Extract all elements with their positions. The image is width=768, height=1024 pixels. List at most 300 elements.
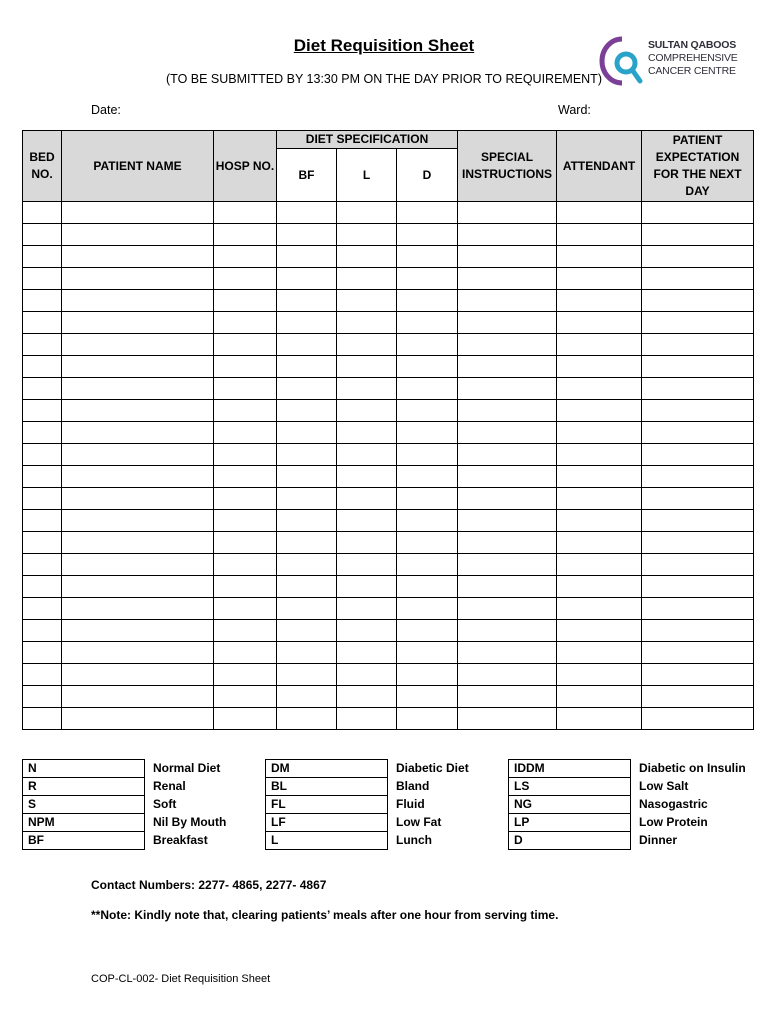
table-cell[interactable] bbox=[277, 686, 337, 708]
table-cell[interactable] bbox=[337, 466, 397, 488]
sqccc-logo-mark-icon bbox=[596, 33, 646, 89]
legend-row bbox=[23, 832, 227, 850]
table-cell[interactable] bbox=[557, 378, 642, 400]
table-cell[interactable] bbox=[23, 334, 62, 356]
table-cell[interactable] bbox=[277, 642, 337, 664]
table-cell[interactable] bbox=[214, 312, 277, 334]
table-cell[interactable] bbox=[214, 488, 277, 510]
table-cell[interactable] bbox=[214, 554, 277, 576]
table-cell[interactable] bbox=[23, 422, 62, 444]
legend-row bbox=[266, 832, 470, 850]
table-cell[interactable] bbox=[214, 224, 277, 246]
legend-code: D bbox=[509, 832, 631, 850]
table-cell[interactable] bbox=[62, 664, 214, 686]
table-cell[interactable] bbox=[62, 422, 214, 444]
logo-line-2: COMPREHENSIVE bbox=[648, 52, 738, 64]
table-cell[interactable] bbox=[277, 246, 337, 268]
table-cell[interactable] bbox=[337, 444, 397, 466]
table-cell[interactable] bbox=[397, 642, 458, 664]
document-code-footer: COP-CL-002- Diet Requisition Sheet bbox=[91, 973, 271, 985]
legend-row bbox=[509, 796, 747, 814]
table-cell[interactable] bbox=[214, 356, 277, 378]
table-cell[interactable] bbox=[642, 290, 754, 312]
legend-table-1 bbox=[22, 759, 227, 850]
table-row bbox=[23, 246, 754, 268]
table-cell[interactable] bbox=[62, 620, 214, 642]
legend-meaning: Nasogastric bbox=[639, 797, 708, 811]
col-hosp-no: HOSP NO. bbox=[214, 131, 277, 202]
legend-code: LS bbox=[509, 778, 631, 796]
table-cell[interactable] bbox=[337, 224, 397, 246]
table-row bbox=[23, 400, 754, 422]
table-cell[interactable] bbox=[214, 466, 277, 488]
table-cell[interactable] bbox=[458, 224, 557, 246]
legend-row bbox=[509, 778, 747, 796]
table-cell[interactable] bbox=[214, 268, 277, 290]
table-cell[interactable] bbox=[458, 642, 557, 664]
table-cell[interactable] bbox=[277, 224, 337, 246]
col-bf: BF bbox=[277, 149, 337, 202]
table-cell[interactable] bbox=[397, 466, 458, 488]
table-cell[interactable] bbox=[277, 598, 337, 620]
table-cell[interactable] bbox=[397, 268, 458, 290]
table-row bbox=[23, 224, 754, 246]
table-cell[interactable] bbox=[642, 642, 754, 664]
table-cell[interactable] bbox=[458, 400, 557, 422]
table-cell[interactable] bbox=[458, 356, 557, 378]
legend-code: N bbox=[23, 760, 145, 778]
table-cell[interactable] bbox=[557, 510, 642, 532]
ward-label: Ward: bbox=[558, 103, 591, 117]
table-cell[interactable] bbox=[23, 466, 62, 488]
contact-numbers: Contact Numbers: 2277- 4865, 2277- 4867 bbox=[91, 878, 327, 892]
table-cell[interactable] bbox=[337, 598, 397, 620]
table-cell[interactable] bbox=[458, 598, 557, 620]
table-cell[interactable] bbox=[62, 532, 214, 554]
table-cell[interactable] bbox=[214, 642, 277, 664]
table-cell[interactable] bbox=[23, 246, 62, 268]
table-cell[interactable] bbox=[458, 510, 557, 532]
table-cell[interactable] bbox=[397, 488, 458, 510]
table-row bbox=[23, 378, 754, 400]
table-cell[interactable] bbox=[642, 268, 754, 290]
table-cell[interactable] bbox=[23, 620, 62, 642]
table-row bbox=[23, 444, 754, 466]
legend-row bbox=[266, 814, 470, 832]
table-cell[interactable] bbox=[337, 334, 397, 356]
table-cell[interactable] bbox=[214, 334, 277, 356]
table-cell[interactable] bbox=[557, 400, 642, 422]
legend-code: LF bbox=[266, 814, 388, 832]
table-cell[interactable] bbox=[397, 400, 458, 422]
table-cell[interactable] bbox=[642, 664, 754, 686]
legend-meaning: Normal Diet bbox=[153, 761, 221, 775]
table-cell[interactable] bbox=[337, 664, 397, 686]
table-cell[interactable] bbox=[23, 554, 62, 576]
table-cell[interactable] bbox=[458, 312, 557, 334]
table-cell[interactable] bbox=[23, 664, 62, 686]
table-cell[interactable] bbox=[642, 576, 754, 598]
table-cell[interactable] bbox=[277, 268, 337, 290]
table-cell[interactable] bbox=[557, 532, 642, 554]
table-cell[interactable] bbox=[23, 444, 62, 466]
table-cell[interactable] bbox=[458, 532, 557, 554]
table-cell[interactable] bbox=[62, 510, 214, 532]
table-row bbox=[23, 466, 754, 488]
table-cell[interactable] bbox=[397, 356, 458, 378]
table-cell[interactable] bbox=[557, 466, 642, 488]
table-cell[interactable] bbox=[277, 576, 337, 598]
table-cell[interactable] bbox=[62, 356, 214, 378]
table-cell[interactable] bbox=[214, 290, 277, 312]
table-row bbox=[23, 268, 754, 290]
submission-deadline-note: (TO BE SUBMITTED BY 13:30 PM ON THE DAY PRIOR TO REQUIREMENT) bbox=[166, 72, 602, 86]
table-cell[interactable] bbox=[62, 488, 214, 510]
table-cell[interactable] bbox=[458, 708, 557, 730]
table-cell[interactable] bbox=[557, 598, 642, 620]
legend-meaning: Soft bbox=[153, 797, 177, 811]
table-cell[interactable] bbox=[458, 246, 557, 268]
col-d: D bbox=[397, 149, 458, 202]
table-cell[interactable] bbox=[277, 488, 337, 510]
table-cell[interactable] bbox=[214, 400, 277, 422]
table-cell[interactable] bbox=[337, 356, 397, 378]
table-cell[interactable] bbox=[62, 554, 214, 576]
table-cell[interactable] bbox=[458, 378, 557, 400]
table-cell[interactable] bbox=[557, 686, 642, 708]
table-cell[interactable] bbox=[214, 444, 277, 466]
table-cell[interactable] bbox=[642, 686, 754, 708]
table-cell[interactable] bbox=[62, 708, 214, 730]
legend-meaning: Fluid bbox=[396, 797, 425, 811]
legend-meaning: Breakfast bbox=[153, 833, 208, 847]
legend-row bbox=[23, 814, 227, 832]
table-cell[interactable] bbox=[337, 400, 397, 422]
table-cell[interactable] bbox=[277, 664, 337, 686]
table-cell[interactable] bbox=[557, 708, 642, 730]
table-cell[interactable] bbox=[458, 422, 557, 444]
table-cell[interactable] bbox=[397, 378, 458, 400]
legend-code: LP bbox=[509, 814, 631, 832]
col-patient-name: PATIENT NAME bbox=[62, 131, 214, 202]
table-cell[interactable] bbox=[557, 334, 642, 356]
table-row bbox=[23, 422, 754, 444]
table-cell[interactable] bbox=[23, 312, 62, 334]
table-cell[interactable] bbox=[397, 532, 458, 554]
table-cell[interactable] bbox=[214, 708, 277, 730]
table-cell[interactable] bbox=[214, 598, 277, 620]
legend-row bbox=[266, 778, 470, 796]
table-cell[interactable] bbox=[397, 576, 458, 598]
table-cell[interactable] bbox=[642, 510, 754, 532]
col-bed-no: BED NO. bbox=[23, 131, 62, 202]
col-attendant: ATTENDANT bbox=[557, 131, 642, 202]
table-cell[interactable] bbox=[62, 444, 214, 466]
table-cell[interactable] bbox=[642, 598, 754, 620]
col-diet-specification: DIET SPECIFICATION bbox=[277, 131, 458, 149]
table-cell[interactable] bbox=[458, 488, 557, 510]
table-cell[interactable] bbox=[337, 488, 397, 510]
legend-row bbox=[266, 796, 470, 814]
legend-row bbox=[266, 760, 470, 778]
table-cell[interactable] bbox=[557, 576, 642, 598]
table-cell[interactable] bbox=[277, 334, 337, 356]
table-row bbox=[23, 488, 754, 510]
table-cell[interactable] bbox=[397, 422, 458, 444]
legend-code: BF bbox=[23, 832, 145, 850]
table-cell[interactable] bbox=[62, 598, 214, 620]
table-cell[interactable] bbox=[277, 290, 337, 312]
table-row bbox=[23, 202, 754, 224]
table-cell[interactable] bbox=[23, 576, 62, 598]
table-cell[interactable] bbox=[62, 334, 214, 356]
legend-meaning: Diabetic Diet bbox=[396, 761, 469, 775]
table-row bbox=[23, 686, 754, 708]
legend-table-2 bbox=[265, 759, 470, 850]
logo-wordmark bbox=[648, 39, 738, 78]
table-cell[interactable] bbox=[214, 378, 277, 400]
table-cell[interactable] bbox=[214, 202, 277, 224]
table-cell[interactable] bbox=[62, 202, 214, 224]
table-cell[interactable] bbox=[337, 576, 397, 598]
sqccc-logo bbox=[596, 33, 746, 89]
table-row bbox=[23, 510, 754, 532]
table-cell[interactable] bbox=[214, 686, 277, 708]
table-cell[interactable] bbox=[62, 686, 214, 708]
table-cell[interactable] bbox=[397, 664, 458, 686]
table-cell[interactable] bbox=[397, 290, 458, 312]
legend-code: S bbox=[23, 796, 145, 814]
table-cell[interactable] bbox=[557, 642, 642, 664]
table-cell[interactable] bbox=[458, 268, 557, 290]
table-cell[interactable] bbox=[277, 400, 337, 422]
table-cell[interactable] bbox=[277, 620, 337, 642]
legend-table-3 bbox=[508, 759, 747, 850]
legend-row bbox=[23, 778, 227, 796]
table-cell[interactable] bbox=[277, 444, 337, 466]
legend-code: IDDM bbox=[509, 760, 631, 778]
table-cell[interactable] bbox=[337, 246, 397, 268]
table-cell[interactable] bbox=[214, 422, 277, 444]
table-cell[interactable] bbox=[642, 312, 754, 334]
table-cell[interactable] bbox=[397, 246, 458, 268]
table-row bbox=[23, 598, 754, 620]
table-cell[interactable] bbox=[458, 576, 557, 598]
table-cell[interactable] bbox=[62, 378, 214, 400]
table-cell[interactable] bbox=[397, 202, 458, 224]
table-cell[interactable] bbox=[23, 378, 62, 400]
legend-code: R bbox=[23, 778, 145, 796]
table-cell[interactable] bbox=[557, 246, 642, 268]
table-row bbox=[23, 532, 754, 554]
table-cell[interactable] bbox=[458, 444, 557, 466]
table-cell[interactable] bbox=[277, 312, 337, 334]
table-cell[interactable] bbox=[642, 532, 754, 554]
table-cell[interactable] bbox=[62, 246, 214, 268]
table-cell[interactable] bbox=[62, 312, 214, 334]
legend-row bbox=[23, 760, 227, 778]
table-body bbox=[23, 202, 754, 730]
table-cell[interactable] bbox=[557, 488, 642, 510]
legend-meaning: Low Protein bbox=[639, 815, 708, 829]
table-cell[interactable] bbox=[557, 422, 642, 444]
col-patient-expectation: PATIENT EXPECTATION FOR THE NEXT DAY bbox=[642, 131, 754, 202]
table-cell[interactable] bbox=[62, 290, 214, 312]
table-cell[interactable] bbox=[277, 356, 337, 378]
table-cell[interactable] bbox=[642, 620, 754, 642]
table-cell[interactable] bbox=[557, 554, 642, 576]
table-cell[interactable] bbox=[557, 268, 642, 290]
table-cell[interactable] bbox=[337, 554, 397, 576]
table-cell[interactable] bbox=[277, 202, 337, 224]
legend-meaning: Bland bbox=[396, 779, 430, 793]
table-cell[interactable] bbox=[397, 620, 458, 642]
table-cell[interactable] bbox=[397, 708, 458, 730]
table-cell[interactable] bbox=[337, 422, 397, 444]
table-cell[interactable] bbox=[23, 686, 62, 708]
document-title: Diet Requisition Sheet bbox=[293, 36, 475, 55]
table-cell[interactable] bbox=[642, 224, 754, 246]
table-cell[interactable] bbox=[397, 334, 458, 356]
table-cell[interactable] bbox=[642, 246, 754, 268]
table-cell[interactable] bbox=[458, 554, 557, 576]
table-cell[interactable] bbox=[557, 620, 642, 642]
table-cell[interactable] bbox=[642, 554, 754, 576]
table-cell[interactable] bbox=[277, 708, 337, 730]
table-cell[interactable] bbox=[337, 268, 397, 290]
legend-meaning: Renal bbox=[153, 779, 186, 793]
table-cell[interactable] bbox=[214, 576, 277, 598]
table-cell[interactable] bbox=[557, 356, 642, 378]
table-cell[interactable] bbox=[62, 400, 214, 422]
table-cell[interactable] bbox=[23, 708, 62, 730]
table-cell[interactable] bbox=[337, 686, 397, 708]
meal-clearing-note: **Note: Kindly note that, clearing patients’ meals after one hour from serving time. bbox=[91, 908, 559, 922]
legend-meaning: Diabetic on Insulin bbox=[639, 761, 746, 775]
table-cell[interactable] bbox=[277, 532, 337, 554]
table-cell[interactable] bbox=[337, 290, 397, 312]
table-cell[interactable] bbox=[557, 444, 642, 466]
table-cell[interactable] bbox=[397, 444, 458, 466]
table-cell[interactable] bbox=[62, 224, 214, 246]
table-cell[interactable] bbox=[397, 598, 458, 620]
col-l: L bbox=[337, 149, 397, 202]
table-cell[interactable] bbox=[642, 444, 754, 466]
table-cell[interactable] bbox=[214, 620, 277, 642]
table-cell[interactable] bbox=[337, 620, 397, 642]
table-row bbox=[23, 642, 754, 664]
table-cell[interactable] bbox=[458, 466, 557, 488]
table-cell[interactable] bbox=[642, 400, 754, 422]
table-cell[interactable] bbox=[557, 664, 642, 686]
table-cell[interactable] bbox=[397, 510, 458, 532]
table-row bbox=[23, 664, 754, 686]
table-cell[interactable] bbox=[62, 466, 214, 488]
table-cell[interactable] bbox=[557, 312, 642, 334]
table-cell[interactable] bbox=[642, 356, 754, 378]
table-cell[interactable] bbox=[458, 620, 557, 642]
table-cell[interactable] bbox=[337, 642, 397, 664]
table-cell[interactable] bbox=[642, 488, 754, 510]
table-cell[interactable] bbox=[397, 312, 458, 334]
table-cell[interactable] bbox=[337, 708, 397, 730]
table-cell[interactable] bbox=[458, 202, 557, 224]
table-cell[interactable] bbox=[214, 664, 277, 686]
table-cell[interactable] bbox=[23, 356, 62, 378]
table-cell[interactable] bbox=[337, 510, 397, 532]
table-cell[interactable] bbox=[214, 510, 277, 532]
table-cell[interactable] bbox=[458, 686, 557, 708]
table-cell[interactable] bbox=[642, 334, 754, 356]
table-cell[interactable] bbox=[458, 290, 557, 312]
legend-code: NPM bbox=[23, 814, 145, 832]
table-cell[interactable] bbox=[23, 642, 62, 664]
table-cell[interactable] bbox=[23, 510, 62, 532]
legend-code: BL bbox=[266, 778, 388, 796]
table-cell[interactable] bbox=[214, 532, 277, 554]
table-cell[interactable] bbox=[62, 642, 214, 664]
table-cell[interactable] bbox=[23, 488, 62, 510]
table-row bbox=[23, 576, 754, 598]
table-cell[interactable] bbox=[337, 202, 397, 224]
table-cell[interactable] bbox=[23, 224, 62, 246]
table-row bbox=[23, 356, 754, 378]
table-cell[interactable] bbox=[337, 532, 397, 554]
table-cell[interactable] bbox=[642, 202, 754, 224]
table-cell[interactable] bbox=[557, 290, 642, 312]
table-cell[interactable] bbox=[277, 510, 337, 532]
legend-meaning: Low Fat bbox=[396, 815, 442, 829]
logo-line-3: CANCER CENTRE bbox=[648, 65, 736, 77]
logo-line-1: SULTAN QABOOS bbox=[648, 39, 737, 51]
table-cell[interactable] bbox=[214, 246, 277, 268]
table-cell[interactable] bbox=[23, 532, 62, 554]
table-cell[interactable] bbox=[557, 202, 642, 224]
table-cell[interactable] bbox=[23, 400, 62, 422]
legend-meaning: Dinner bbox=[639, 833, 678, 847]
table-cell[interactable] bbox=[337, 312, 397, 334]
table-cell[interactable] bbox=[23, 290, 62, 312]
table-cell[interactable] bbox=[62, 576, 214, 598]
table-cell[interactable] bbox=[277, 554, 337, 576]
table-cell[interactable] bbox=[23, 268, 62, 290]
legend-row bbox=[509, 832, 747, 850]
table-cell[interactable] bbox=[642, 422, 754, 444]
legend-meaning: Lunch bbox=[396, 833, 432, 847]
legend-meaning: Nil By Mouth bbox=[153, 815, 227, 829]
table-cell[interactable] bbox=[277, 422, 337, 444]
table-cell[interactable] bbox=[642, 466, 754, 488]
legend-code: L bbox=[266, 832, 388, 850]
legend-code: DM bbox=[266, 760, 388, 778]
table-cell[interactable] bbox=[397, 686, 458, 708]
table-cell[interactable] bbox=[277, 466, 337, 488]
table-cell[interactable] bbox=[277, 378, 337, 400]
table-cell[interactable] bbox=[642, 378, 754, 400]
table-cell[interactable] bbox=[23, 202, 62, 224]
table-cell[interactable] bbox=[642, 708, 754, 730]
table-cell[interactable] bbox=[397, 554, 458, 576]
table-cell[interactable] bbox=[397, 224, 458, 246]
table-cell[interactable] bbox=[62, 268, 214, 290]
table-cell[interactable] bbox=[458, 664, 557, 686]
legend-row bbox=[23, 796, 227, 814]
table-cell[interactable] bbox=[337, 378, 397, 400]
table-row bbox=[23, 620, 754, 642]
table-cell[interactable] bbox=[23, 598, 62, 620]
table-cell[interactable] bbox=[458, 334, 557, 356]
table-cell[interactable] bbox=[557, 224, 642, 246]
